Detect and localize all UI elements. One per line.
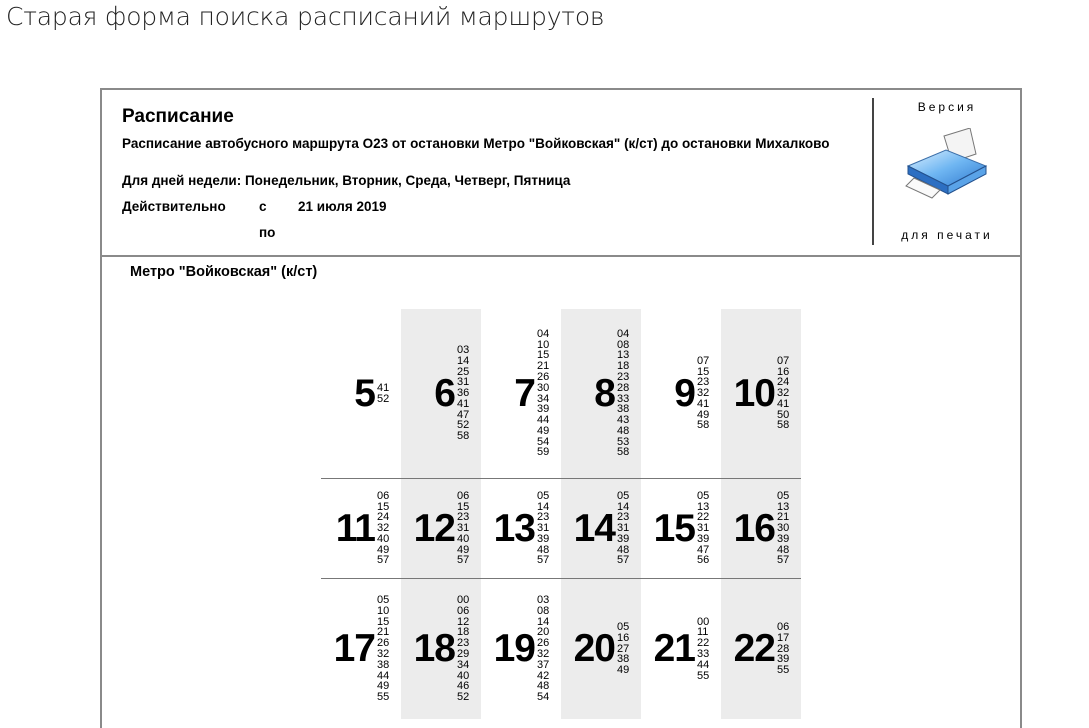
minutes-list bbox=[617, 491, 629, 567]
hour-label: 11 bbox=[335, 506, 375, 550]
minute-value: 26 bbox=[537, 637, 550, 650]
minute-value: 06 bbox=[457, 489, 470, 502]
hour-cell bbox=[401, 579, 481, 719]
minute-value: 24 bbox=[377, 511, 390, 524]
hour-label: 14 bbox=[573, 506, 615, 550]
timetable-grid bbox=[321, 309, 801, 719]
minute-value: 38 bbox=[617, 653, 630, 666]
minutes-list bbox=[777, 622, 789, 676]
minute-value: 32 bbox=[377, 648, 390, 660]
hour-label: 9 bbox=[674, 371, 695, 415]
hour-cell bbox=[561, 479, 641, 578]
minute-value: 13 bbox=[777, 500, 790, 513]
minute-value: 41 bbox=[777, 397, 790, 410]
minute-value: 48 bbox=[537, 680, 550, 693]
minute-value: 44 bbox=[537, 414, 550, 427]
minute-value: 22 bbox=[697, 511, 710, 524]
minute-value: 48 bbox=[537, 543, 550, 556]
minute-value: 50 bbox=[777, 408, 790, 421]
hour-label: 12 bbox=[413, 506, 455, 550]
minutes-list bbox=[537, 329, 549, 459]
hour-cell bbox=[561, 309, 641, 478]
hour-cell bbox=[561, 579, 641, 719]
minute-value: 49 bbox=[537, 424, 550, 437]
minute-value: 30 bbox=[777, 522, 790, 535]
minute-value: 11 bbox=[697, 626, 709, 639]
minute-value: 13 bbox=[697, 500, 710, 513]
minutes-list bbox=[777, 356, 789, 432]
minute-value: 49 bbox=[377, 543, 390, 556]
minute-value: 55 bbox=[777, 664, 790, 677]
hour-label: 10 bbox=[733, 371, 775, 415]
minute-value: 31 bbox=[697, 522, 710, 535]
minute-value: 40 bbox=[457, 532, 470, 545]
minute-value: 08 bbox=[617, 338, 630, 351]
minute-value: 37 bbox=[537, 658, 550, 671]
minute-value: 30 bbox=[537, 381, 550, 394]
hour-cell bbox=[321, 579, 401, 719]
minute-value: 39 bbox=[617, 532, 630, 545]
valid-from-date: 21 июля 2019 bbox=[298, 199, 387, 214]
valid-label: Действительно bbox=[122, 199, 226, 214]
valid-to-label: по bbox=[259, 225, 276, 240]
hour-label: 22 bbox=[733, 627, 775, 670]
minute-value: 34 bbox=[457, 658, 470, 671]
minutes-list bbox=[617, 622, 629, 676]
hour-label: 7 bbox=[514, 371, 535, 415]
minute-value: 49 bbox=[697, 408, 710, 421]
minute-value: 54 bbox=[537, 691, 550, 704]
minute-value: 39 bbox=[697, 532, 710, 545]
minute-value: 31 bbox=[457, 376, 470, 389]
hour-cell bbox=[721, 309, 801, 478]
minute-value: 03 bbox=[457, 343, 470, 356]
minute-value: 49 bbox=[457, 543, 470, 556]
minute-value: 24 bbox=[777, 376, 790, 389]
hour-cell bbox=[481, 309, 561, 478]
minutes-list bbox=[697, 491, 709, 567]
minute-value: 21 bbox=[777, 511, 790, 524]
print-version-link[interactable] bbox=[874, 90, 1020, 255]
minute-value: 39 bbox=[537, 403, 550, 416]
hour-label: 17 bbox=[333, 627, 375, 670]
minute-value: 32 bbox=[697, 387, 710, 400]
minute-value: 18 bbox=[457, 626, 470, 639]
minutes-list bbox=[377, 595, 389, 703]
minute-value: 58 bbox=[777, 419, 790, 432]
hour-cell bbox=[721, 479, 801, 578]
minute-value: 40 bbox=[457, 669, 470, 682]
schedule-header bbox=[102, 90, 1020, 257]
minute-value: 28 bbox=[617, 381, 630, 394]
minute-value: 00 bbox=[697, 615, 710, 628]
minute-value: 34 bbox=[537, 392, 550, 405]
minute-value: 47 bbox=[697, 543, 710, 556]
hour-cell bbox=[481, 579, 561, 719]
minute-value: 36 bbox=[457, 387, 470, 400]
minute-value: 57 bbox=[617, 554, 630, 567]
minute-value: 33 bbox=[617, 392, 630, 405]
minute-value: 21 bbox=[377, 626, 390, 639]
page-heading: Старая форма поиска расписаний маршрутов bbox=[6, 2, 605, 31]
minute-value: 18 bbox=[617, 360, 630, 373]
minute-value: 59 bbox=[537, 446, 550, 459]
minute-value: 41 bbox=[377, 381, 390, 394]
hour-cell bbox=[321, 479, 401, 578]
minute-value: 23 bbox=[617, 511, 630, 524]
minute-value: 39 bbox=[537, 532, 550, 545]
minute-value: 26 bbox=[537, 370, 550, 383]
minute-value: 31 bbox=[537, 522, 550, 535]
minute-value: 00 bbox=[457, 594, 470, 607]
minute-value: 44 bbox=[377, 669, 390, 682]
minute-value: 49 bbox=[617, 664, 630, 677]
minutes-list bbox=[457, 345, 469, 442]
hour-cell bbox=[401, 309, 481, 478]
minute-value: 48 bbox=[777, 543, 790, 556]
minute-value: 16 bbox=[617, 631, 630, 644]
minute-value: 52 bbox=[377, 392, 390, 405]
minutes-list bbox=[377, 383, 389, 405]
route-description: Расписание автобусного маршрута О23 от остановки Метро "Войковская" (к/ст) до остановки Михалково bbox=[122, 136, 830, 151]
timetable-row bbox=[321, 478, 801, 578]
minute-value: 07 bbox=[697, 354, 710, 367]
print-version-top-label: Версия bbox=[917, 100, 977, 114]
minute-value: 15 bbox=[377, 500, 390, 513]
print-version-bottom-label: для печати bbox=[901, 228, 993, 242]
minute-value: 56 bbox=[697, 554, 710, 567]
hour-label: 20 bbox=[573, 627, 615, 670]
minutes-list bbox=[777, 491, 789, 567]
hour-label: 5 bbox=[354, 371, 375, 415]
hour-label: 16 bbox=[733, 506, 775, 550]
minute-value: 15 bbox=[697, 365, 710, 378]
minutes-list bbox=[457, 595, 469, 703]
minute-value: 04 bbox=[617, 327, 630, 340]
minute-value: 39 bbox=[777, 532, 790, 545]
minute-value: 27 bbox=[617, 642, 630, 655]
hour-cell bbox=[641, 579, 721, 719]
minute-value: 52 bbox=[457, 419, 470, 432]
minute-value: 05 bbox=[377, 594, 390, 607]
minute-value: 38 bbox=[617, 403, 630, 416]
minutes-list bbox=[377, 491, 389, 567]
minute-value: 14 bbox=[537, 615, 550, 628]
minute-value: 14 bbox=[617, 500, 630, 513]
minute-value: 26 bbox=[377, 637, 390, 650]
minute-value: 41 bbox=[697, 397, 710, 410]
minute-value: 05 bbox=[617, 489, 630, 502]
minute-value: 58 bbox=[617, 446, 630, 459]
minutes-list bbox=[457, 491, 469, 567]
minute-value: 04 bbox=[537, 327, 550, 340]
minute-value: 43 bbox=[617, 414, 630, 427]
minute-value: 14 bbox=[457, 354, 470, 367]
minutes-list bbox=[617, 329, 629, 459]
minute-value: 57 bbox=[777, 554, 790, 567]
minute-value: 32 bbox=[537, 648, 550, 660]
minute-value: 29 bbox=[457, 648, 470, 660]
timetable-row bbox=[321, 309, 801, 478]
hour-cell bbox=[721, 579, 801, 719]
hour-cell bbox=[401, 479, 481, 578]
minute-value: 06 bbox=[457, 604, 470, 617]
hour-label: 21 bbox=[653, 627, 695, 670]
minute-value: 57 bbox=[537, 554, 550, 567]
minutes-list bbox=[537, 491, 549, 567]
minute-value: 05 bbox=[537, 489, 550, 502]
minute-value: 14 bbox=[537, 500, 550, 513]
minute-value: 22 bbox=[697, 637, 710, 650]
hour-label: 13 bbox=[493, 506, 535, 550]
stop-name: Метро "Войковская" (к/ст) bbox=[130, 264, 318, 280]
minute-value: 33 bbox=[697, 648, 710, 660]
hour-cell bbox=[321, 309, 401, 478]
minute-value: 58 bbox=[697, 419, 710, 432]
schedule-title: Расписание bbox=[122, 106, 234, 127]
minute-value: 38 bbox=[377, 658, 390, 671]
hour-label: 8 bbox=[594, 371, 615, 415]
minute-value: 23 bbox=[457, 511, 470, 524]
minutes-list bbox=[697, 617, 709, 682]
minute-value: 32 bbox=[377, 522, 390, 535]
printer-icon[interactable] bbox=[902, 128, 992, 208]
minute-value: 15 bbox=[377, 615, 390, 628]
minute-value: 03 bbox=[537, 594, 550, 607]
minute-value: 17 bbox=[777, 631, 790, 644]
timetable-row bbox=[321, 578, 801, 719]
minute-value: 21 bbox=[537, 360, 550, 373]
minute-value: 08 bbox=[537, 604, 550, 617]
days-of-week: Для дней недели: Понедельник, Вторник, Среда, Четверг, Пятница bbox=[122, 173, 571, 188]
minute-value: 47 bbox=[457, 408, 470, 421]
minute-value: 41 bbox=[457, 397, 470, 410]
minute-value: 23 bbox=[697, 376, 710, 389]
minute-value: 06 bbox=[377, 489, 390, 502]
minute-value: 23 bbox=[457, 637, 470, 650]
minute-value: 55 bbox=[697, 669, 710, 682]
hour-cell bbox=[641, 309, 721, 478]
minute-value: 32 bbox=[777, 387, 790, 400]
minute-value: 31 bbox=[457, 522, 470, 535]
minute-value: 58 bbox=[457, 430, 470, 443]
minute-value: 13 bbox=[617, 349, 630, 362]
minute-value: 20 bbox=[537, 626, 550, 639]
minutes-list bbox=[537, 595, 549, 703]
schedule-panel bbox=[100, 88, 1022, 728]
minute-value: 05 bbox=[697, 489, 710, 502]
minute-value: 48 bbox=[617, 543, 630, 556]
minute-value: 05 bbox=[617, 621, 630, 633]
hour-label: 15 bbox=[653, 506, 695, 550]
minute-value: 53 bbox=[617, 435, 630, 448]
hour-label: 18 bbox=[413, 627, 455, 670]
minute-value: 25 bbox=[457, 365, 470, 378]
minute-value: 57 bbox=[457, 554, 470, 567]
minute-value: 49 bbox=[377, 680, 390, 693]
minute-value: 15 bbox=[457, 500, 470, 513]
minute-value: 10 bbox=[537, 338, 550, 351]
minutes-list bbox=[697, 356, 709, 432]
minute-value: 23 bbox=[537, 511, 550, 524]
minute-value: 54 bbox=[537, 435, 550, 448]
valid-from-label: с bbox=[259, 199, 267, 214]
hour-cell bbox=[481, 479, 561, 578]
minute-value: 40 bbox=[377, 532, 390, 545]
minute-value: 10 bbox=[377, 604, 390, 617]
minute-value: 12 bbox=[457, 615, 470, 628]
hour-cell bbox=[641, 479, 721, 578]
minute-value: 42 bbox=[537, 669, 550, 682]
minute-value: 44 bbox=[697, 658, 710, 671]
minute-value: 05 bbox=[777, 489, 790, 502]
minute-value: 52 bbox=[457, 691, 470, 704]
minute-value: 57 bbox=[377, 554, 390, 567]
minute-value: 07 bbox=[777, 354, 790, 367]
hour-label: 6 bbox=[434, 371, 455, 415]
minute-value: 46 bbox=[457, 680, 470, 693]
minute-value: 55 bbox=[377, 691, 390, 704]
minute-value: 31 bbox=[617, 522, 630, 535]
minute-value: 23 bbox=[617, 370, 630, 383]
minute-value: 15 bbox=[537, 349, 550, 362]
minute-value: 16 bbox=[777, 365, 790, 378]
minute-value: 28 bbox=[777, 642, 790, 655]
minute-value: 06 bbox=[777, 621, 790, 633]
minute-value: 39 bbox=[777, 653, 790, 666]
minute-value: 48 bbox=[617, 424, 630, 437]
hour-label: 19 bbox=[493, 627, 535, 670]
